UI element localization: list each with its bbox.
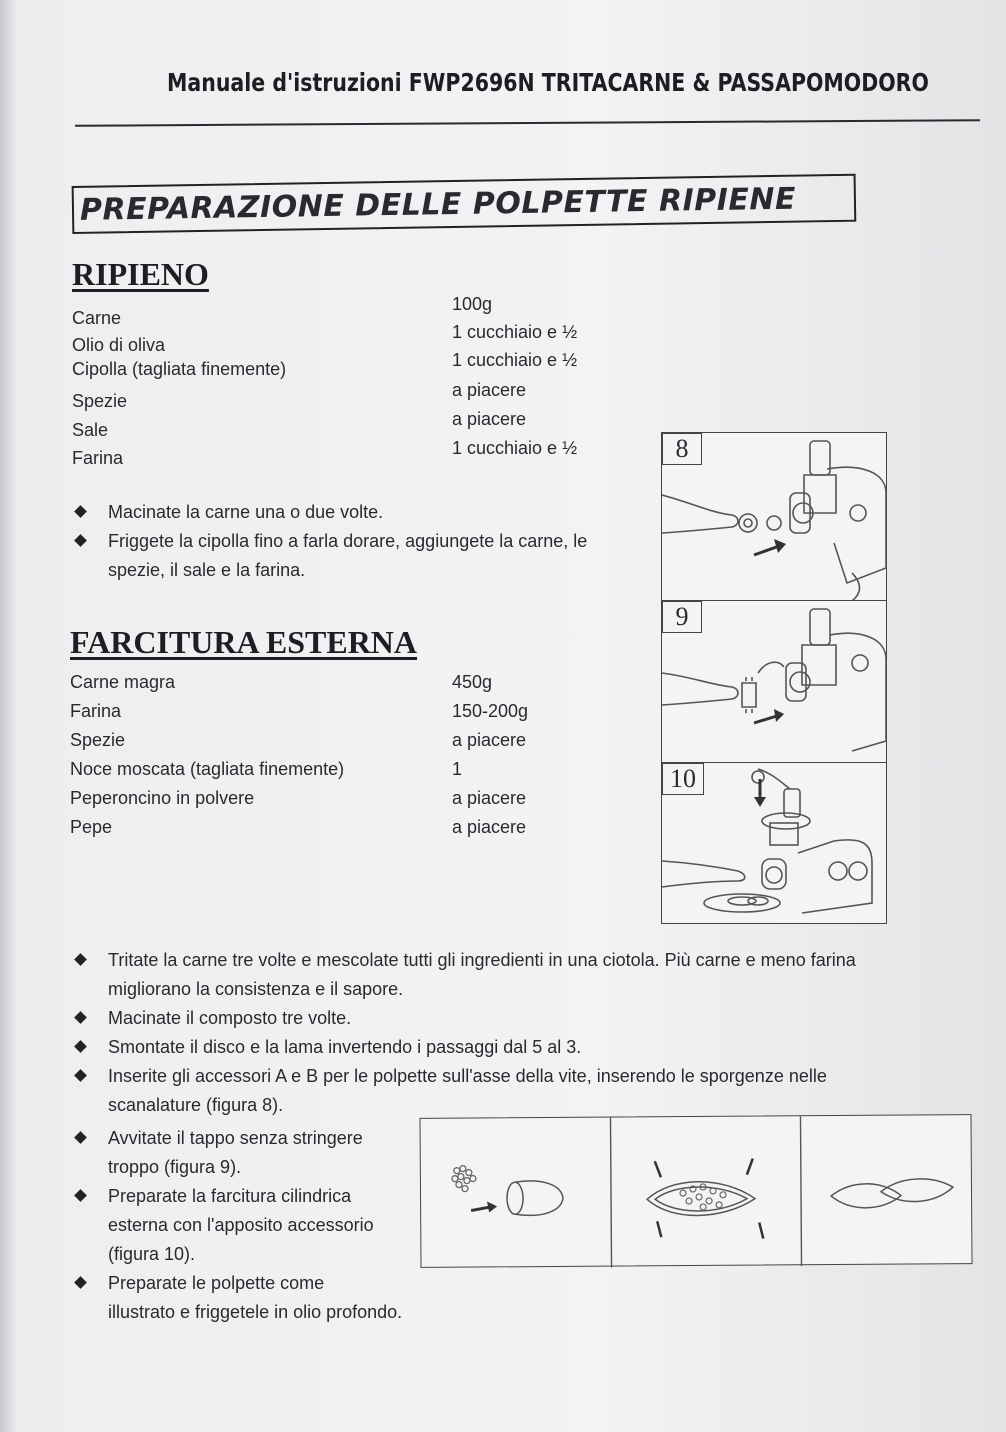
ingredient-name: Olio di oliva [72,335,166,355]
ingredient-name: Peperoncino in polvere [70,788,255,808]
farcitura-ingredient-table [70,672,630,847]
ingredient-qty: 1 cucchiaio e ½ [452,322,578,342]
ingredient-qty: a piacere [452,409,527,429]
page-spine-shadow [0,0,18,1432]
list-item [72,498,642,527]
instruction-line: Preparate le polpette come [108,1273,325,1293]
instruction-line: Preparate la farcitura cilindrica [108,1186,352,1206]
ingredient-qty: 150-200g [452,701,529,721]
manual-header-title: Manuale d'istruzioni FWP2696N TRITACARNE & PASSAPOMODORO [167,68,929,97]
figure-10-panel [661,762,887,924]
step-text: Friggete la cipolla fino a farla dorare, aggiungete la carne, le spezie, il sale e la farina. [108,531,588,580]
ingredient-qty: a piacere [452,380,527,400]
figure-8-panel [661,432,887,602]
instruction-line: (figura 10). [108,1244,196,1264]
ingredient-name: Carne [72,308,122,328]
hopper-icon [810,441,830,475]
ingredient-qty: a piacere [452,788,527,808]
instruction-line: troppo (figura 9). [108,1157,242,1177]
ingredient-qty: 1 cucchiaio e ½ [452,438,578,458]
finished-meatballs-icon [831,1179,953,1208]
bullet-icon [74,1189,87,1202]
ingredient-name: Farina [70,701,122,721]
ingredient-qty: a piacere [452,730,527,750]
section-title-box [72,174,857,234]
meatball-shaping-panel [419,1114,972,1268]
list-item [72,1062,972,1120]
header-divider [75,119,980,127]
list-item [72,946,972,1004]
instruction-line: Tritate la carne tre volte e mescolate tutti gli ingredienti in una ciotola. Più carne e meno farina [108,950,856,970]
ingredient-name: Noce moscata (tagliata finemente) [70,759,345,779]
instruction-list [72,946,972,1120]
ingredient-qty: 1 cucchiaio e ½ [452,350,578,370]
tube-icon [507,1181,563,1216]
ripieno-title: RIPIENO [72,256,209,292]
figure-number: 8 [662,433,702,465]
bullet-icon [74,505,87,518]
ingredient-name: Farina [72,448,124,468]
list-item [72,1182,432,1269]
figure-9-panel [661,600,887,766]
bullet-icon [74,1011,87,1024]
ingredient-name: Spezie [72,391,128,411]
farcitura-title: FARCITURA ESTERNA [70,624,418,660]
instruction-line: migliorano la consistenza e il sapore. [108,979,404,999]
bullet-icon [74,1276,87,1289]
instruction-line: Avvitate il tappo senza stringere [108,1128,363,1148]
instruction-line: esterna con l'apposito accessorio [108,1215,374,1235]
figure-number: 10 [662,763,704,795]
instruction-list-lower [72,1124,432,1327]
list-item [72,527,642,585]
ingredient-qty: 1 [452,759,463,779]
ingredient-name: Sale [72,420,109,440]
instruction-line: scanalature (figura 8). [108,1095,284,1115]
list-item [72,1004,972,1033]
bullet-icon [74,1131,87,1144]
ingredient-qty: 450g [452,672,493,692]
ingredient-name: Cipolla (tagliata finemente) [72,359,287,379]
ripieno-steps [72,498,642,585]
list-item [72,1269,432,1327]
bullet-icon [74,534,87,547]
figure-number: 9 [662,601,702,633]
ingredient-name: Spezie [70,730,126,750]
instruction-line: Smontate il disco e la lama invertendo i passaggi dal 5 al 3. [108,1037,582,1057]
instruction-line: Macinate il composto tre volte. [108,1008,352,1028]
instruction-line: illustrato e friggetele in olio profondo. [108,1302,403,1322]
bullet-icon [74,953,87,966]
ingredient-name: Carne magra [70,672,176,692]
step-text: Macinate la carne una o due volte. [108,502,384,522]
meatball-steps-illustration [420,1115,973,1269]
bullet-icon [74,1040,87,1053]
list-item [72,1033,972,1062]
ingredient-qty: 100g [452,294,493,314]
filling-balls-icon [452,1166,476,1192]
bullet-icon [74,1069,87,1082]
ripieno-ingredient-table [72,294,632,479]
ingredient-qty: a piacere [452,817,527,837]
section-title: PREPARAZIONE DELLE POLPETTE RIPIENE [79,181,797,228]
ingredient-name: Pepe [70,817,113,837]
instruction-line: Inserite gli accessori A e B per le polpette sull'asse della vite, inserendo le sporgenze nelle [108,1066,827,1086]
list-item [72,1124,432,1182]
